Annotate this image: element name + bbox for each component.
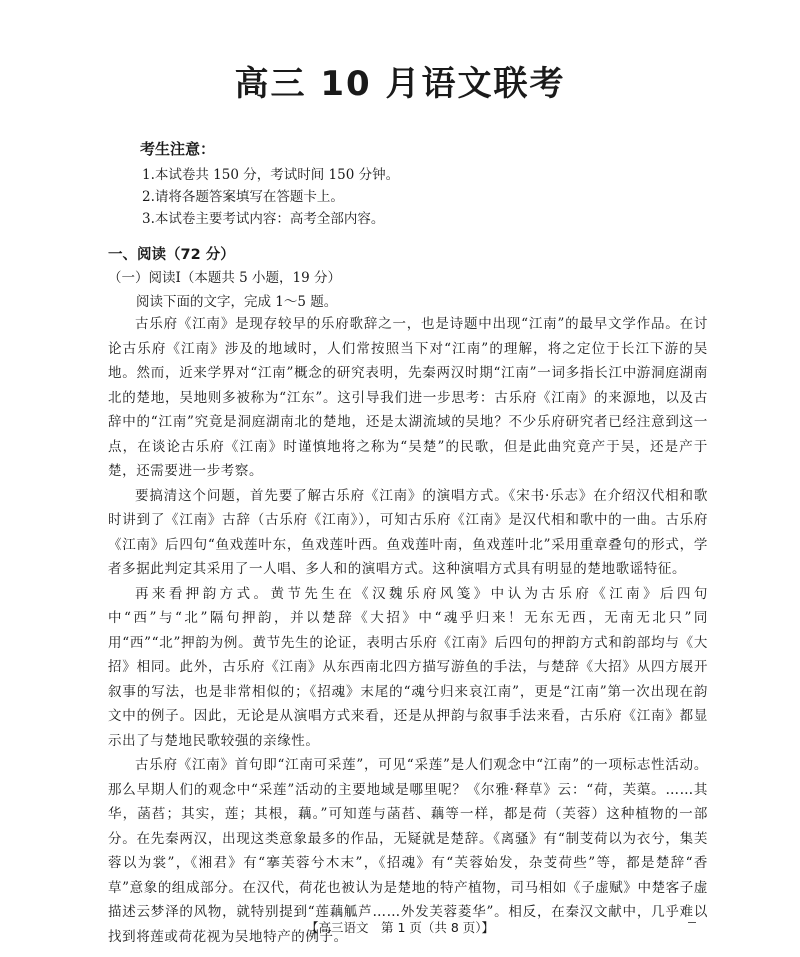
notice-heading: 考生注意： bbox=[140, 140, 216, 158]
passage-paragraph: 再来看押韵方式。黄节先生在《汉魏乐府风笺》中认为古乐府《江南》后四句中“西”与“北”隔句押韵，并以楚辞《大招》中“魂乎归来！无东无西，无南无北只”同用“西”“北”押韵为例。黄节先生的论证，表明古乐府《江南》后四句的押韵方式和韵部均与《大招》相同。此外，古乐府《江南》从东西南北四方描写游鱼的手法，与楚辞《大招》从四方展开叙事的写法，也是非常相似的；《招魂》末尾的“魂兮归来哀江南”，更是“江南”第一次出现在韵文中的例子。因此，无论是从演唱方式来看，还是从押韵与叙事手法来看，古乐府《江南》都显示出了与楚地民歌较强的亲缘性。 bbox=[108, 585, 708, 749]
page-footer: 【高三语文 第 1 页（共 8 页）】 bbox=[305, 920, 495, 935]
notice-item: 1.本试卷共 150 分，考试时间 150 分钟。 bbox=[142, 167, 400, 183]
section-heading: 一、阅读（72 分） bbox=[108, 247, 235, 263]
reading-instruction: 阅读下面的文字，完成 1～5 题。 bbox=[136, 294, 338, 310]
subsection-heading: （一）阅读Ⅰ（本题共 5 小题，19 分） bbox=[108, 270, 341, 286]
notice-item: 3.本试卷主要考试内容：高考全部内容。 bbox=[142, 211, 385, 227]
reading-section-header bbox=[108, 244, 708, 314]
passage-paragraph: 古乐府《江南》首句即“江南可采莲”，可见“采莲”是人们观念中“江南”的一项标志性活动。那么早期人们的观念中“采莲”活动的主要地域是哪里呢？《尔雅·释草》云：“荷，芙蕖。……其华，菡萏；其实，莲；其根，藕。”可知莲与菡萏、藕等一样，都是荷（芙蓉）这种植物的一部分。在先秦两汉，出现这类意象最多的作品，无疑就是楚辞。《离骚》有“制芰荷以为衣兮，集芙蓉以为裳”，《湘君》有“搴芙蓉兮木末”，《招魂》有“芙蓉始发，杂芰荷些”等，都是楚辞“香草”意象的组成部分。在汉代，荷花也被认为是楚地的特产植物，司马相如《子虚赋》中楚客子虚描述云梦泽的风物，就特别提到“莲藕觚芦……外发芙蓉菱华”。相反，在秦汉文献中，几乎难以找到将莲或荷花视为吴地特产的例子。 bbox=[108, 757, 708, 945]
passage-paragraph: 古乐府《江南》是现存较早的乐府歌辞之一，也是诗题中出现“江南”的最早文学作品。在讨论古乐府《江南》涉及的地域时，人们常按照当下对“江南”的理解，将之定位于长江下游的吴地。然而，近来学界对“江南”概念的研究表明，先秦两汉时期“江南”一词多指长江中游洞庭湖南北的楚地，吴地则多被称为“江东”。这引导我们进一步思考：古乐府《江南》的来源地，以及古辞中的“江南”究竟是洞庭湖南北的楚地，还是太湖流域的吴地？不少乐府研究者已经注意到这一点，在谈论古乐府《江南》时谨慎地将之称为“吴楚”的民歌，但是此曲究竟产于吴，还是产于楚，还需要进一步考察。 bbox=[108, 316, 708, 479]
candidate-notice bbox=[140, 138, 700, 230]
scan-mark bbox=[688, 922, 696, 923]
reading-passage bbox=[108, 312, 708, 949]
passage-paragraph: 要搞清这个问题，首先要了解古乐府《江南》的演唱方式。《宋书·乐志》在介绍汉代相和歌时讲到了《江南》古辞（古乐府《江南》），可知古乐府《江南》是汉代相和歌中的一曲。古乐府《江南》后四句“鱼戏莲叶东，鱼戏莲叶西。鱼戏莲叶南，鱼戏莲叶北”采用重章叠句的形式，学者多据此判定其采用了一人唱、多人和的演唱方式。这种演唱方式具有明显的楚地歌谣特征。 bbox=[108, 487, 708, 577]
notice-item: 2.请将各题答案填写在答题卡上。 bbox=[142, 189, 344, 205]
page-title: 高三 10 月语文联考 bbox=[234, 64, 566, 104]
